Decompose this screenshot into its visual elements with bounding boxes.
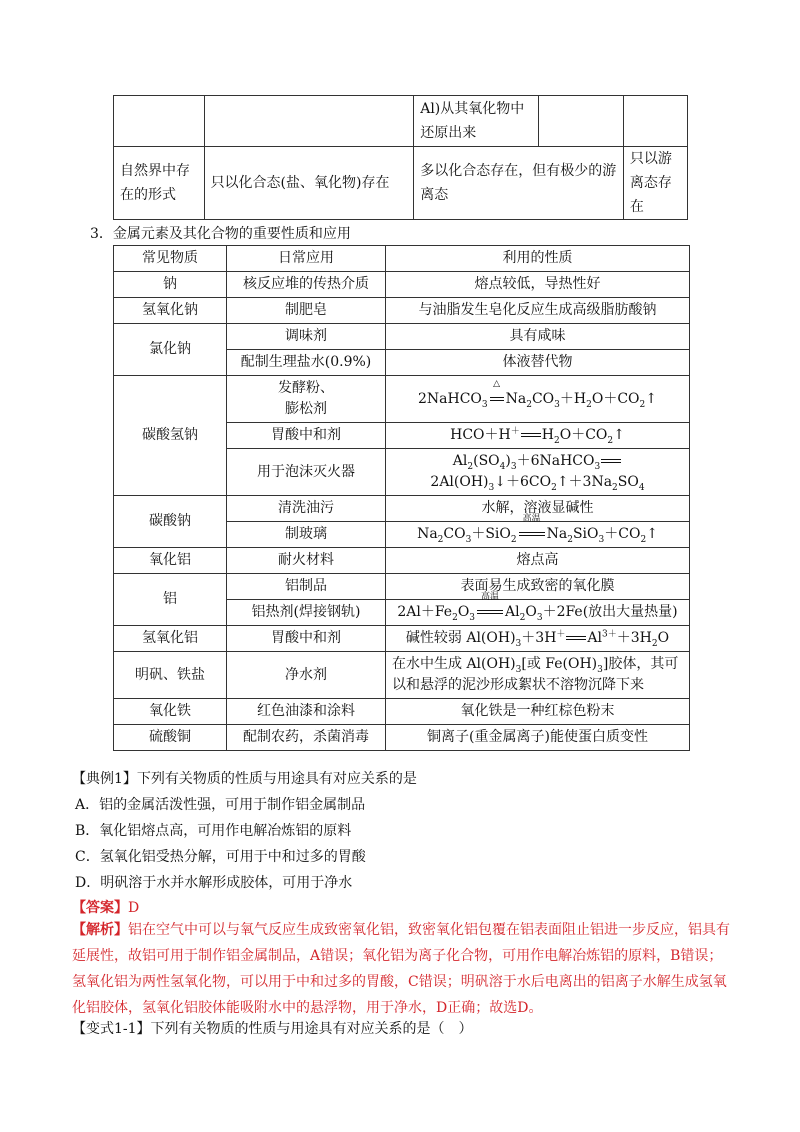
table-cell: 只以游离态存在 (623, 147, 687, 220)
substance-cell: 氧化铝 (114, 548, 227, 574)
table-row (114, 574, 690, 600)
property-cell: 铜离子(重金属离子)能使蛋白质变性 (386, 725, 690, 751)
property-cell: 具有咸味 (386, 324, 690, 350)
header-cell: 利用的性质 (386, 246, 690, 272)
high-temp-condition: 高温 (481, 592, 500, 602)
table-cell: 只以化合态(盐、氧化物)存在 (204, 147, 414, 220)
option-b: B．氧化铝熔点高，可用作电解冶炼铝的原料 (75, 823, 352, 839)
table-row (114, 699, 690, 725)
table-cell: Al)从其氧化物中还原出来 (414, 96, 539, 147)
analysis (72, 917, 732, 1021)
use-cell: 核反应堆的传热介质 (227, 272, 386, 298)
substance-cell: 明矾、铁盐 (114, 652, 227, 699)
use-cell: 清洗油污 (227, 496, 386, 522)
substance-cell: 钠 (114, 272, 227, 298)
equation-cell: $Na_2CO_3+SiO_2$ 高温 $Na_2SiO_3+CO_2↑$ (386, 522, 690, 548)
table-row (114, 96, 688, 147)
property-cell: 熔点较低，导热性好 (386, 272, 690, 298)
use-cell: 铝热剂(焊接钢轨) (227, 600, 386, 626)
use-cell: 配制农药，杀菌消毒 (227, 725, 386, 751)
property-cell: 与油脂发生皂化反应生成高级脂肪酸钠 (386, 298, 690, 324)
substance-cell: 氯化钠 (114, 324, 227, 376)
use-cell: 制肥皂 (227, 298, 386, 324)
comparison-table (113, 95, 688, 220)
property-cell: 氧化铁是一种红棕色粉末 (386, 699, 690, 725)
use-line: 膨松剂 (285, 401, 327, 417)
use-cell: 红色油漆和涂料 (227, 699, 386, 725)
use-cell: 胃酸中和剂 (227, 626, 386, 652)
example-question (72, 768, 417, 788)
variant-label: 【变式1-1】 (72, 1021, 151, 1037)
example-label: 【典例1】 (72, 771, 137, 787)
answer-label: 【答案】 (72, 900, 128, 916)
use-cell: 净水剂 (227, 652, 386, 699)
heat-note: (放出大量热量) (582, 604, 678, 620)
answer-value: D (128, 900, 140, 916)
equation-cell: HCO＋H＋ $H_2O+CO_2↑$ (386, 423, 690, 449)
analysis-label: 【解析】 (72, 922, 128, 938)
high-temp-condition: 高温 (522, 514, 541, 524)
table-row (114, 548, 690, 574)
property-cell: 熔点高 (386, 548, 690, 574)
use-cell: 耐火材料 (227, 548, 386, 574)
table-row (114, 725, 690, 751)
table-cell (623, 96, 687, 147)
property-prefix: 碱性较弱 (405, 630, 462, 646)
substance-cell: 碳酸钠 (114, 496, 227, 548)
table-cell (204, 96, 414, 147)
table-header-row (114, 246, 690, 272)
table-row (114, 496, 690, 522)
use-cell: 制玻璃 (227, 522, 386, 548)
equation-cell: $Al_2(SO_4)_3+6NaHCO_3$ $2Al(OH)_3↓+6CO_2↑+3Na_2SO_4$ (386, 449, 690, 496)
header-cell: 日常应用 (227, 246, 386, 272)
use-cell: 配制生理盐水(0.9%) (227, 350, 386, 376)
header-cell: 常见物质 (114, 246, 227, 272)
property-cell: 表面易生成致密的氧化膜 (386, 574, 690, 600)
table-row (114, 272, 690, 298)
substance-cell: 氢氧化铝 (114, 626, 227, 652)
use-cell (227, 376, 386, 423)
substance-cell: 碳酸氢钠 (114, 376, 227, 496)
analysis-text: 铝在空气中可以与氧气反应生成致密氧化铝，致密氧化铝包覆在铝表面阻止铝进一步反应，铝具有延展性，故铝可用于制作铝金属制品，A错误；氧化铝为离子化合物，可用作电解冶炼铝的原料，B错误；氢氧化铝为两性氢氧化物，可以用于中和过多的胃酸，C错误；明矾溶于水后电离出的铝离子水解生成氢氧化铝胶体，氢氧化铝胶体能吸附水中的悬浮物，用于净水，D正确；故选D。 (72, 922, 730, 1016)
use-cell: 调味剂 (227, 324, 386, 350)
table-cell: 自然界中存在的形式 (114, 147, 205, 220)
option-a: A．铝的金属活泼性强，可用于制作铝金属制品 (75, 797, 366, 813)
table-row (114, 626, 690, 652)
substance-cell: 氢氧化钠 (114, 298, 227, 324)
property-cell: 体液替代物 (386, 350, 690, 376)
option-c: C．氢氧化铝受热分解，可用于中和过多的胃酸 (75, 849, 366, 865)
variant-question (72, 1018, 473, 1038)
table-cell (539, 96, 623, 147)
substance-cell: 氧化铁 (114, 699, 227, 725)
option-d: D．明矾溶于水并水解形成胶体，可用于净水 (75, 875, 353, 891)
answer (72, 897, 139, 917)
equation-cell: $2Al+Fe_2O_3$ 高温 $Al_2O_3+2Fe$(放出大量热量) (386, 600, 690, 626)
table-row (114, 298, 690, 324)
use-cell: 胃酸中和剂 (227, 423, 386, 449)
equation-cell: 2NaHCO$_3$ △ $Na_2CO_3+H_2O+CO_2↑$ (386, 376, 690, 423)
table-cell (114, 96, 205, 147)
table-row (114, 652, 690, 699)
use-cell: 用于泡沫灭火器 (227, 449, 386, 496)
heat-symbol: △ (493, 378, 501, 389)
section-heading: 3．金属元素及其化合物的重要性质和应用 (90, 226, 351, 242)
example-question-text: 下列有关物质的性质与用途具有对应关系的是 (136, 771, 417, 787)
properties-table (113, 245, 690, 751)
table-row (114, 376, 690, 423)
equation-cell: 碱性较弱 $Al(OH)_3+3H^+$ $Al^{3+}+3H_2O$ (386, 626, 690, 652)
table-cell: 多以化合态存在，但有极少的游离态 (414, 147, 624, 220)
table-row (114, 324, 690, 350)
table-row (114, 147, 688, 220)
variant-question-text: 下列有关物质的性质与用途具有对应关系的是（ ） (150, 1021, 473, 1037)
use-cell: 铝制品 (227, 574, 386, 600)
substance-cell: 铝 (114, 574, 227, 626)
property-cell: 在水中生成 $Al(OH)_3$[或 $Fe(OH)_3$]胶体，其可 以和悬浮的泥沙形成絮状不溶物沉降下来 (386, 652, 690, 699)
substance-cell: 硫酸铜 (114, 725, 227, 751)
property-line: 以和悬浮的泥沙形成絮状不溶物沉降下来 (392, 677, 644, 693)
property-cell: 水解，溶液显碱性 (386, 496, 690, 522)
use-line: 发酵粉、 (278, 380, 334, 396)
